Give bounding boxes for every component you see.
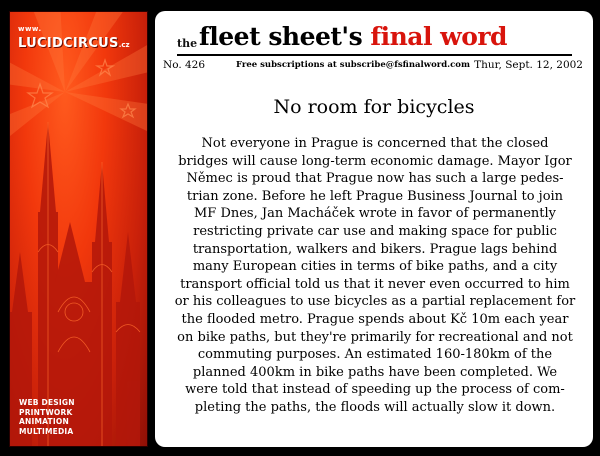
service-item: MULTIMEDIA bbox=[19, 426, 74, 436]
issue-meta bbox=[163, 59, 583, 73]
newsletter-panel bbox=[155, 11, 593, 447]
service-item: WEB DESIGN bbox=[19, 398, 75, 407]
masthead-title-accent: final word bbox=[370, 22, 508, 51]
article-line: trian zone. Before he left Prague Business Journal to join bbox=[186, 188, 564, 204]
article-headline: No room for bicycles bbox=[273, 96, 475, 118]
article-line: Not everyone in Prague is concerned that the closed bbox=[201, 136, 549, 151]
brand-tld: .cz bbox=[118, 41, 130, 49]
article-line: were told that instead of speeding up the process of com- bbox=[185, 382, 565, 398]
services-list bbox=[19, 398, 75, 436]
brand-name: LUCIDCIRCUS bbox=[18, 36, 119, 51]
lucidcircus-banner[interactable] bbox=[9, 11, 148, 447]
masthead-rule bbox=[177, 54, 572, 56]
article-line: MF Dnes, Jan Macháček wrote in favor of permanently bbox=[193, 206, 556, 222]
article-line: planned 400km in bike paths have been completed. We bbox=[192, 364, 558, 380]
brand-www: www. bbox=[18, 25, 42, 33]
masthead-title-main: fleet sheet's bbox=[199, 22, 371, 51]
article-line: commuting purposes. An estimated 160-180km of the bbox=[197, 347, 553, 363]
article-line: pleting the paths, the floods will actually slow it down. bbox=[194, 399, 556, 415]
article-line: or his colleagues to use bicycles as a partial replacement for bbox=[174, 294, 576, 310]
article-body bbox=[173, 135, 577, 417]
article-line: on bike paths, but they're primarily for recreational and not bbox=[177, 329, 573, 345]
article-line: transport official told us that it never even occurred to him bbox=[180, 276, 570, 292]
masthead-title bbox=[199, 22, 507, 51]
article-line: Němec is proud that Prague now has such a large pedes- bbox=[186, 171, 564, 187]
cathedral-illustration bbox=[10, 12, 148, 447]
article-line: bridges will cause long-term economic damage. Mayor Igor bbox=[178, 153, 572, 169]
article-line: many European cities in terms of bike paths, and a city bbox=[192, 259, 558, 275]
issue-number: No. 426 bbox=[163, 59, 206, 71]
article-line: restricting private car use and making space for public bbox=[193, 223, 557, 239]
subscription-link[interactable]: Free subscriptions at subscribe@fsfinalword.com bbox=[236, 60, 470, 70]
service-item: ANIMATION bbox=[19, 417, 69, 426]
masthead bbox=[177, 20, 577, 56]
issue-date: Thur, Sept. 12, 2002 bbox=[474, 59, 583, 71]
lucidcircus-logo bbox=[18, 26, 130, 50]
article-line: the flooded metro. Prague spends about Kč 10m each year bbox=[181, 311, 569, 327]
masthead-prefix: the bbox=[177, 37, 198, 50]
service-item: PRINTWORK bbox=[19, 407, 73, 417]
article-line: transportation, walkers and bikers. Prague lags behind bbox=[192, 241, 558, 257]
